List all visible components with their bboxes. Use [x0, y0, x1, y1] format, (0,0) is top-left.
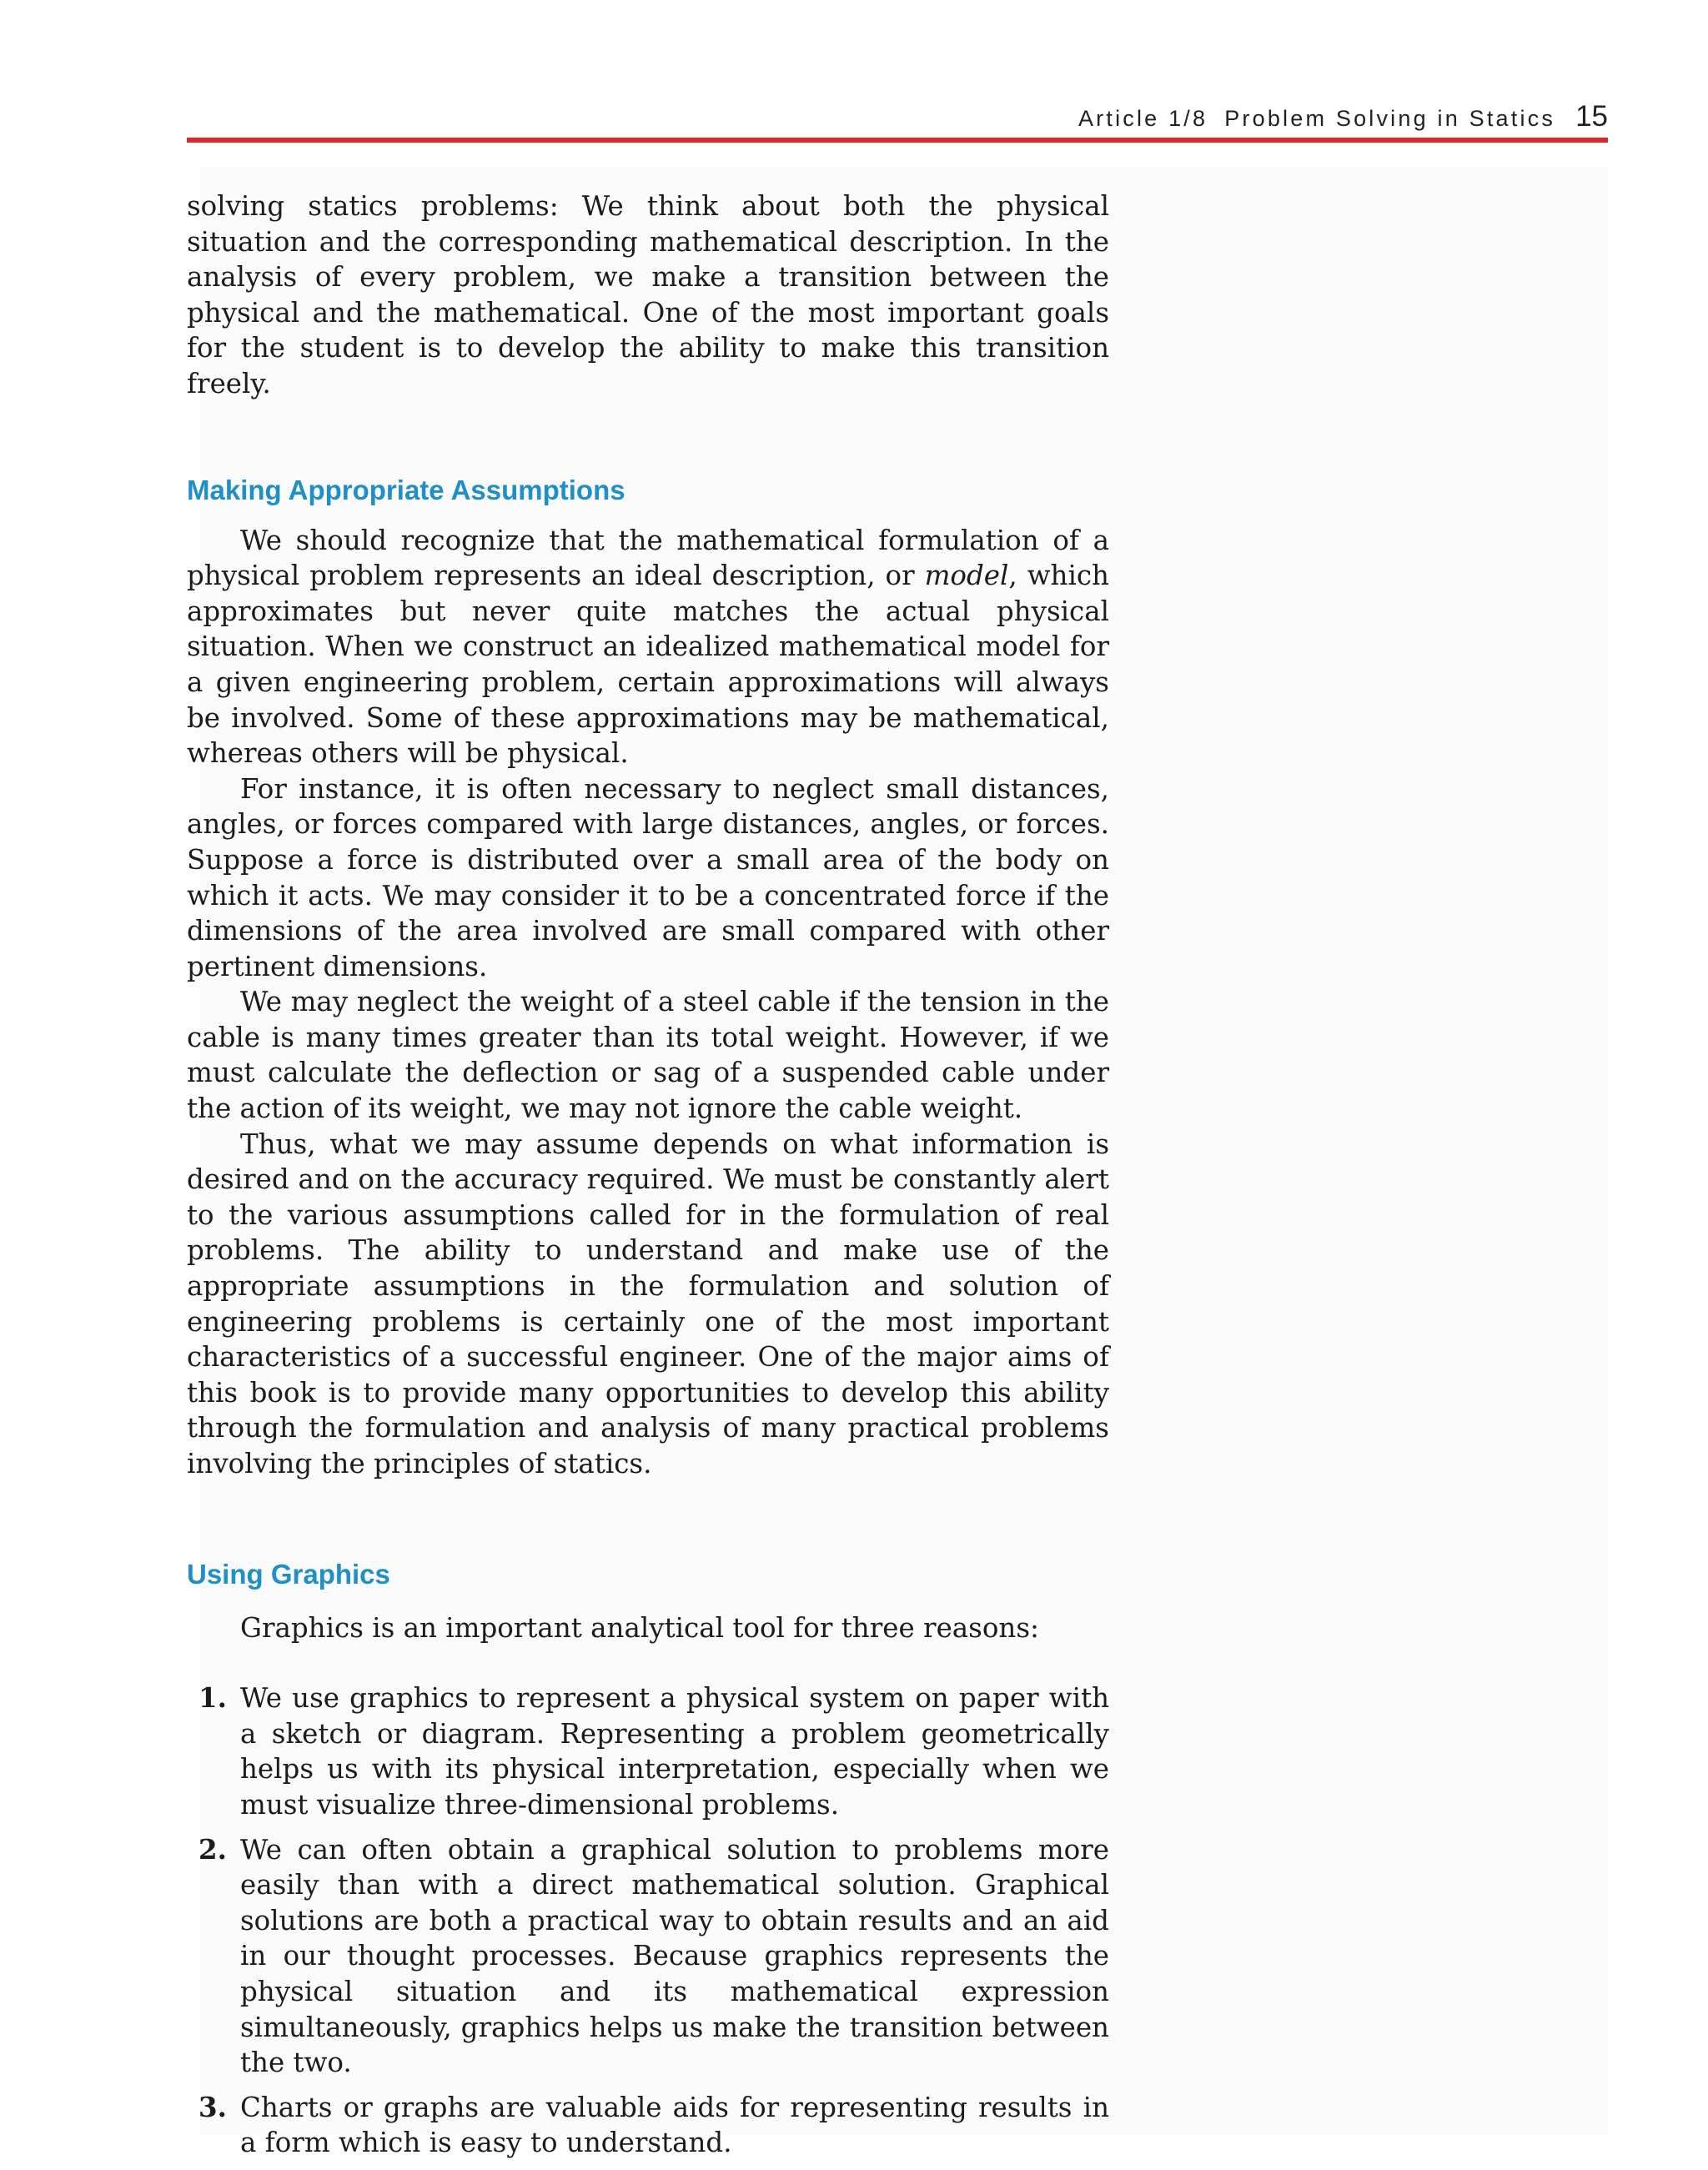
page-number: 15: [1575, 100, 1608, 133]
reasons-list: [187, 1680, 1109, 2161]
p1-emphasis-model: model: [924, 560, 1009, 592]
list-item-number: 1.: [198, 1681, 227, 1715]
list-item-number: 3.: [198, 2090, 227, 2123]
assumptions-paragraph-4: Thus, what we may assume depends on what information is desired and on the accuracy required. We must be constantly alert to the various assumptions called for in the formulation of real problems. The ability to understand and make use of the appropriate assumptions in the formulation and solution of engineering problems is certainly one of the most important characteristics of a successful engineer. One of the major aims of this book is to provide many opportunities to develop this ability through the formulation and analysis of many practical problems involving the principles of statics.: [187, 1128, 1109, 1479]
chapter-title: Problem Solving in Statics: [1224, 106, 1556, 131]
intro-paragraph: solving statics problems: We think about both the physical situation and the corresponding mathematical description. In the analysis of every problem, we make a transition between the physical and the mathematical. One of the most important goals for the student is to develop the ability to make this transition freely.: [187, 190, 1109, 399]
list-item-number: 2.: [198, 1832, 227, 1866]
body-column: [187, 188, 1109, 2170]
assumptions-paragraph-2: For instance, it is often necessary to neglect small distances, angles, or forces compared with large distances, angles, or forces. Suppose a force is distributed over a small area of the body on which it acts. We may consider it to be a concentrated force if the dimensions of the area involved are small compared with other pertinent dimensions.: [187, 772, 1109, 982]
list-item: [187, 2090, 1109, 2161]
graphics-intro: Graphics is an important analytical tool for three reasons:: [240, 1611, 1039, 1644]
section-heading-graphics: Using Graphics: [187, 1558, 390, 1590]
assumptions-paragraph-3: We may neglect the weight of a steel cable if the tension in the cable is many times greater than its total weight. However, if we must calculate the deflection or sag of a suspended cable under the action of its weight, we may not ignore the cable weight.: [187, 986, 1109, 1125]
list-item: [187, 1680, 1109, 1822]
assumptions-paragraph-1: [187, 523, 1109, 771]
list-item: [187, 1832, 1109, 2081]
p1-text-before: We should recognize that the mathematical formulation of a physical problem represents an ideal description, or: [187, 524, 1109, 592]
running-header: [1078, 100, 1608, 133]
section-heading-assumptions: Making Appropriate Assumptions: [187, 474, 625, 505]
header-rule: [187, 138, 1608, 143]
article-label: Article 1/8: [1078, 106, 1208, 131]
p1-text-after: , which approximates but never quite matches the actual physical situation. When we construct an idealized mathematical model for a given engineering problem, certain approximations will always be involved. Some of these approximations may be mathematical, whereas others will be physical.: [187, 560, 1109, 770]
list-item-text: Charts or graphs are valuable aids for representing results in a form which is easy to understand.: [240, 2091, 1109, 2159]
list-item-text: We use graphics to represent a physical system on paper with a sketch or diagram. Representing a problem geometrically helps us with its physical interpretation, especially when we must visualize three-dimensional problems.: [240, 1682, 1109, 1821]
list-item-text: We can often obtain a graphical solution to problems more easily than with a direct mathematical solution. Graphical solutions are both a practical way to obtain results and an aid in our thought processes. Because graphics represents the physical situation and its mathematical expression simultaneously, graphics helps us make the transition between the two.: [240, 1833, 1109, 2079]
